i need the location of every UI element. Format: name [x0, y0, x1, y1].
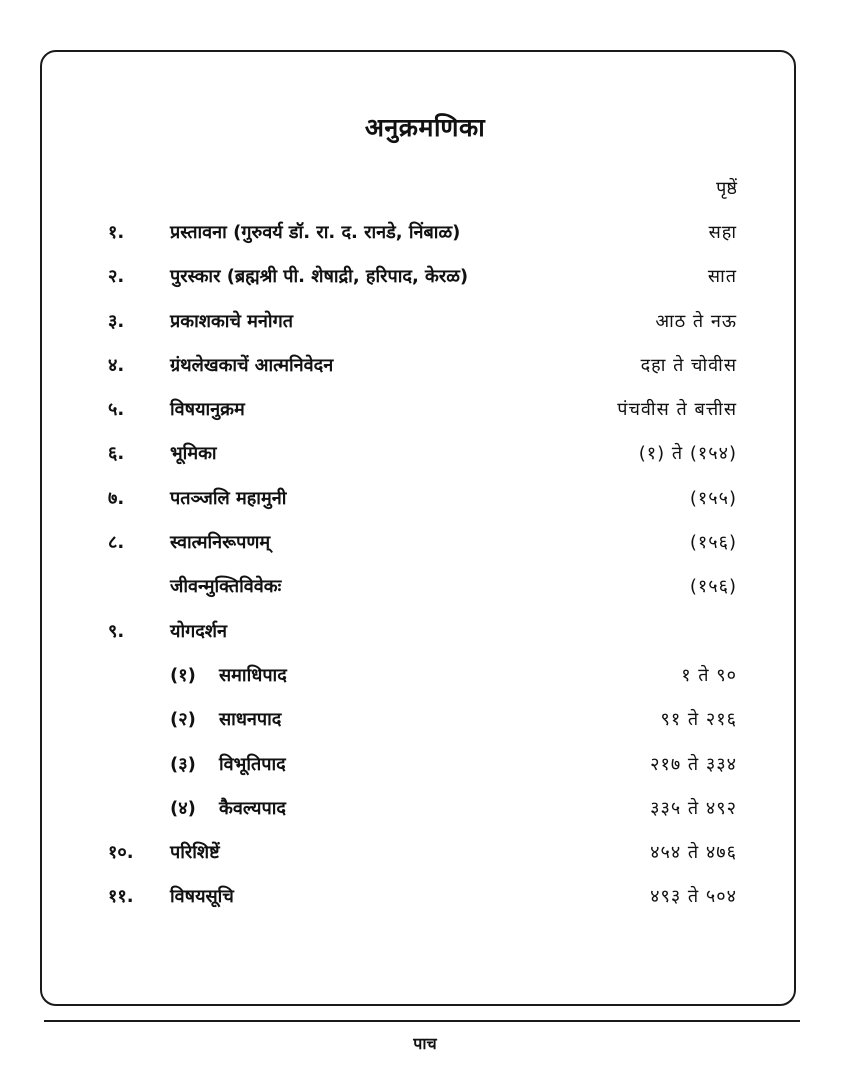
- toc-subentry: [0, 698, 850, 742]
- footer-divider: [44, 1020, 800, 1022]
- subentry-number: (१): [170, 664, 196, 686]
- entry-number: ७.: [108, 487, 125, 509]
- table-of-contents: [0, 211, 850, 920]
- subentry-number: (२): [170, 709, 196, 731]
- toc-entry: [0, 521, 850, 565]
- entry-number: ४.: [108, 354, 125, 376]
- subentry-title: कैवल्यपाद: [219, 797, 286, 819]
- entry-number: ९.: [108, 620, 125, 642]
- page-title: अनुक्रमणिका: [364, 113, 486, 142]
- toc-entry: [0, 831, 850, 875]
- entry-page: दहा ते चोवीस: [640, 354, 737, 376]
- subentry-page: २१७ ते ३३४: [650, 753, 737, 775]
- entry-title: ग्रंथलेखकाचें आत्मनिवेदन: [170, 354, 334, 376]
- entry-title: विषयानुक्रम: [170, 399, 245, 421]
- pages-column-header: पृष्ठें: [716, 178, 737, 199]
- entry-page: ४५४ ते ४७६: [650, 842, 737, 864]
- entry-title: पतञ्जलि महामुनी: [170, 487, 287, 509]
- entry-title: योगदर्शन: [170, 620, 228, 642]
- subentry-number: (४): [170, 797, 196, 819]
- entry-page: (१) ते (१५४): [638, 443, 737, 465]
- toc-subentry: [0, 787, 850, 831]
- subentry-title: विभूतिपाद: [219, 753, 286, 775]
- toc-entry: [0, 477, 850, 521]
- entry-page: (१५६): [689, 576, 737, 598]
- entry-title: विषयसूचि: [170, 886, 234, 908]
- entry-number: १.: [108, 222, 125, 243]
- subentry-page: ९१ ते २१६: [660, 709, 737, 731]
- toc-entry: [0, 388, 850, 432]
- entry-number: ११.: [108, 886, 134, 908]
- entry-page: ४९३ ते ५०४: [650, 886, 737, 908]
- subentry-number: (३): [170, 753, 196, 775]
- subentry-title: समाधिपाद: [219, 664, 287, 686]
- entry-page: सात: [707, 266, 737, 288]
- toc-entry: [0, 211, 850, 255]
- entry-page: सहा: [708, 222, 737, 243]
- entry-page: पंचवीस ते बत्तीस: [617, 399, 737, 421]
- entry-title: प्रकाशकाचे मनोगत: [170, 310, 293, 332]
- entry-page: (१५६): [689, 532, 737, 554]
- toc-entry: [0, 875, 850, 919]
- entry-number: २.: [108, 266, 125, 288]
- toc-subentry: [0, 743, 850, 787]
- toc-entry: [0, 344, 850, 388]
- entry-title: स्वात्मनिरूपणम्: [170, 532, 271, 554]
- subentry-title: साधनपाद: [219, 709, 282, 731]
- toc-subentry: [0, 654, 850, 698]
- entry-title: पुरस्कार (ब्रह्मश्री पी. शेषाद्री, हरिपाद, केरळ): [170, 266, 469, 288]
- toc-entry: [0, 300, 850, 344]
- toc-entry: [0, 432, 850, 476]
- entry-page: (१५५): [689, 487, 737, 509]
- subentry-page: ३३५ ते ४९२: [650, 797, 737, 819]
- entry-title: जीवन्मुक्तिविवेकः: [170, 576, 282, 598]
- page-number-footer: पाच: [413, 1034, 437, 1053]
- subentry-page: १ ते ९०: [681, 664, 737, 686]
- entry-page: आठ ते नऊ: [655, 310, 737, 332]
- toc-entry: [0, 255, 850, 299]
- entry-title: भूमिका: [170, 443, 217, 465]
- entry-number: ३.: [108, 310, 125, 332]
- entry-number: ८.: [108, 532, 125, 554]
- toc-entry: [0, 610, 850, 654]
- entry-title: परिशिष्टें: [170, 842, 220, 864]
- entry-number: ६.: [108, 443, 125, 465]
- toc-entry: [0, 565, 850, 609]
- entry-number: १०.: [108, 842, 134, 864]
- entry-number: ५.: [108, 399, 125, 421]
- entry-title: प्रस्तावना (गुरुवर्य डॉ. रा. द. रानडे, निंबाळ): [170, 222, 461, 243]
